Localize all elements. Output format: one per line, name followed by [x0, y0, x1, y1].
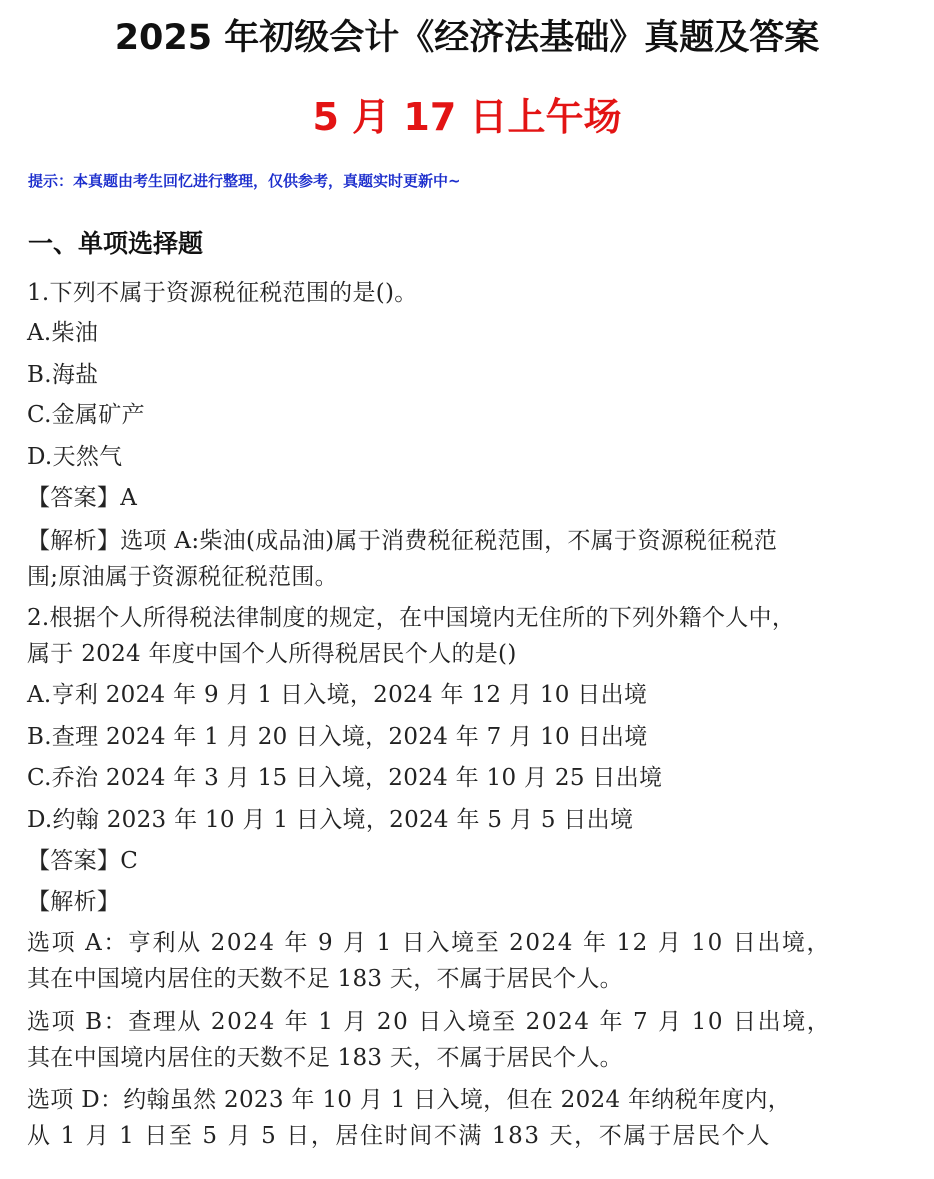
question-1-option-d: D.天然气 [27, 444, 123, 470]
question-2-analysis-b-line-2: 其在中国境内居住的天数不足 183 天，不属于居民个人。 [27, 1045, 623, 1071]
document-subtitle: 5 月 17 日上午场 [312, 95, 622, 139]
question-1-option-b: B.海盐 [27, 362, 99, 388]
question-2-stem-line-2: 属于 2024 年度中国个人所得税居民个人的是() [27, 641, 517, 667]
question-1-option-c: C.金属矿产 [27, 402, 145, 428]
section-heading: 一、单项选择题 [28, 229, 204, 258]
question-2-option-a: A.亨利 2024 年 9 月 1 日入境，2024 年 12 月 10 日出境 [27, 682, 648, 708]
question-1-analysis-line-1: 【解析】选项 A:柴油(成品油)属于消费税征税范围，不属于资源税征税范 [27, 528, 778, 554]
question-1-analysis-line-2: 围;原油属于资源税征税范围。 [27, 564, 338, 590]
question-2-option-d: D.约翰 2023 年 10 月 1 日入境，2024 年 5 月 5 日出境 [27, 807, 634, 833]
question-2-analysis-d-line-2: 从 1 月 1 日至 5 月 5 日，居住时间不满 183 天，不属于居民个人 [27, 1123, 771, 1149]
question-2-analysis-a-line-1: 选项 A：亨利从 2024 年 9 月 1 日入境至 2024 年 12 月 10 日出境， [27, 930, 832, 956]
question-2-analysis-b-line-1: 选项 B：查理从 2024 年 1 月 20 日入境至 2024 年 7 月 10 日出境， [27, 1009, 832, 1035]
question-2-option-b: B.查理 2024 年 1 月 20 日入境，2024 年 7 月 10 日出境 [27, 724, 648, 750]
question-2-analysis-a-line-2: 其在中国境内居住的天数不足 183 天，不属于居民个人。 [27, 966, 623, 992]
question-2-stem-line-1: 2.根据个人所得税法律制度的规定，在中国境内无住所的下列外籍个人中， [27, 605, 796, 631]
question-2-option-c: C.乔治 2024 年 3 月 15 日入境，2024 年 10 月 25 日出境 [27, 765, 663, 791]
question-1-option-a: A.柴油 [27, 320, 99, 346]
question-2-analysis-d-line-1: 选项 D：约翰虽然 2023 年 10 月 1 日入境，但在 2024 年纳税年度内， [27, 1087, 792, 1113]
question-1-stem: 1.下列不属于资源税征税范围的是()。 [27, 280, 418, 306]
question-2-analysis-label: 【解析】 [27, 889, 121, 915]
question-2-answer: 【答案】C [27, 848, 139, 874]
notice-text: 提示：本真题由考生回忆进行整理，仅供参考，真题实时更新中~ [28, 172, 461, 190]
question-1-answer: 【答案】A [27, 485, 138, 511]
document-title: 2025 年初级会计《经济法基础》真题及答案 [114, 18, 820, 58]
